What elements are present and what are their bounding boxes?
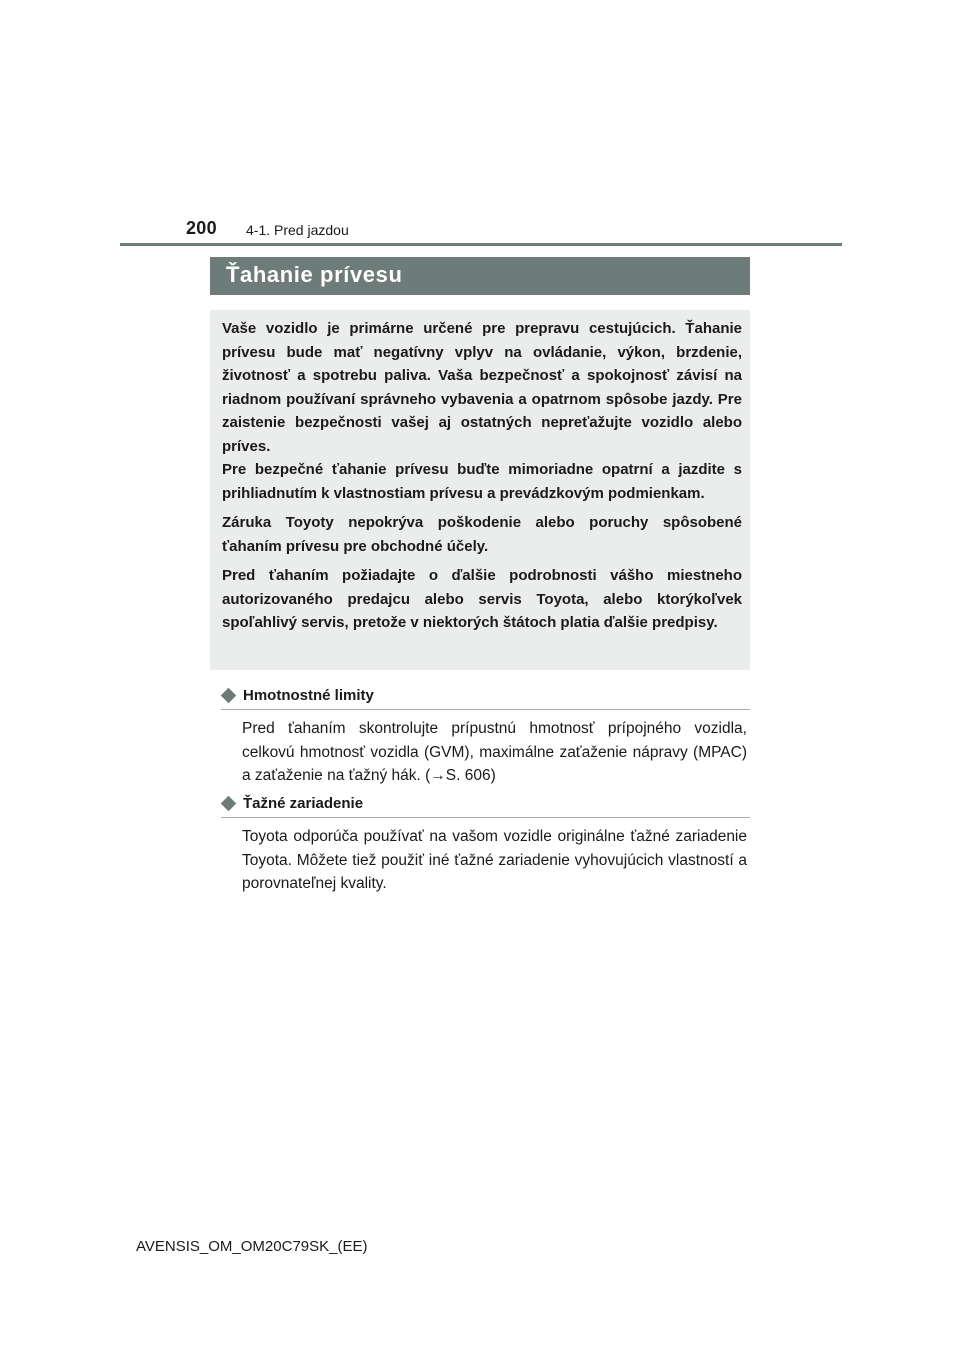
section-reference: 4-1. Pred jazdou — [246, 222, 349, 238]
page-number: 200 — [186, 218, 217, 238]
header-rule — [120, 243, 842, 246]
footer-document-code: AVENSIS_OM_OM20C79SK_(EE) — [136, 1238, 368, 1255]
section-heading-weight-limits — [221, 685, 750, 710]
intro-paragraph-1: Vaše vozidlo je primárne určené pre prepravu cestujúcich. Ťahanie prívesu bude mať negatívny vplyv na ovládanie, výkon, brzdenie, životnosť a spotrebu paliva. Vaša bezpečnosť a spokojnosť závisí na riadnom používaní správneho vybavenia a opatrnom spôsobe jazdy. Pre zaistenie bezpečnosti vašej aj ostatných nepreťažujte vozidlo alebo príves. — [222, 320, 742, 455]
section-heading-tow-hitch — [221, 793, 750, 818]
section-heading-label: Ťažné zariadenie — [243, 795, 364, 812]
section-text-tow-hitch: Toyota odporúča používať na vašom vozidle originálne ťažné zariadenie Toyota. Môžete tiež použiť iné ťažné zariadenie vyhovujúcich vlastností a porovnateľnej kvality. — [242, 828, 747, 892]
intro-paragraph-3: Záruka Toyoty nepokrýva poškodenie alebo poruchy spôsobené ťahaním prívesu pre obchodné účely. — [222, 514, 742, 555]
diamond-bullet-icon — [221, 688, 237, 704]
section-heading-label: Hmotnostné limity — [243, 687, 374, 704]
intro-paragraph-4: Pred ťahaním požiadajte o ďalšie podrobnosti vášho miestneho autorizovaného predajcu alebo servis Toyota, alebo ktorýkoľvek spoľahlivý servis, pretože v niektorých štátoch platia ďalšie predpisy. — [222, 567, 742, 631]
diamond-bullet-icon — [221, 796, 237, 812]
section-text-weight-limits: Pred ťahaním skontrolujte prípustnú hmotnosť prípojného vozidla, celkovú hmotnosť vozidla (GVM), maximálne zaťaženie nápravy (MPAC) a zaťaženie na ťažný hák. (→S. 606) — [242, 720, 747, 784]
intro-box — [210, 310, 750, 670]
page-title: Ťahanie prívesu — [210, 257, 750, 295]
intro-paragraph-2: Pre bezpečné ťahanie prívesu buďte mimoriadne opatrní a jazdite s prihliadnutím k vlastnostiam prívesu a prevádzkovým podmienkam. — [222, 461, 742, 502]
